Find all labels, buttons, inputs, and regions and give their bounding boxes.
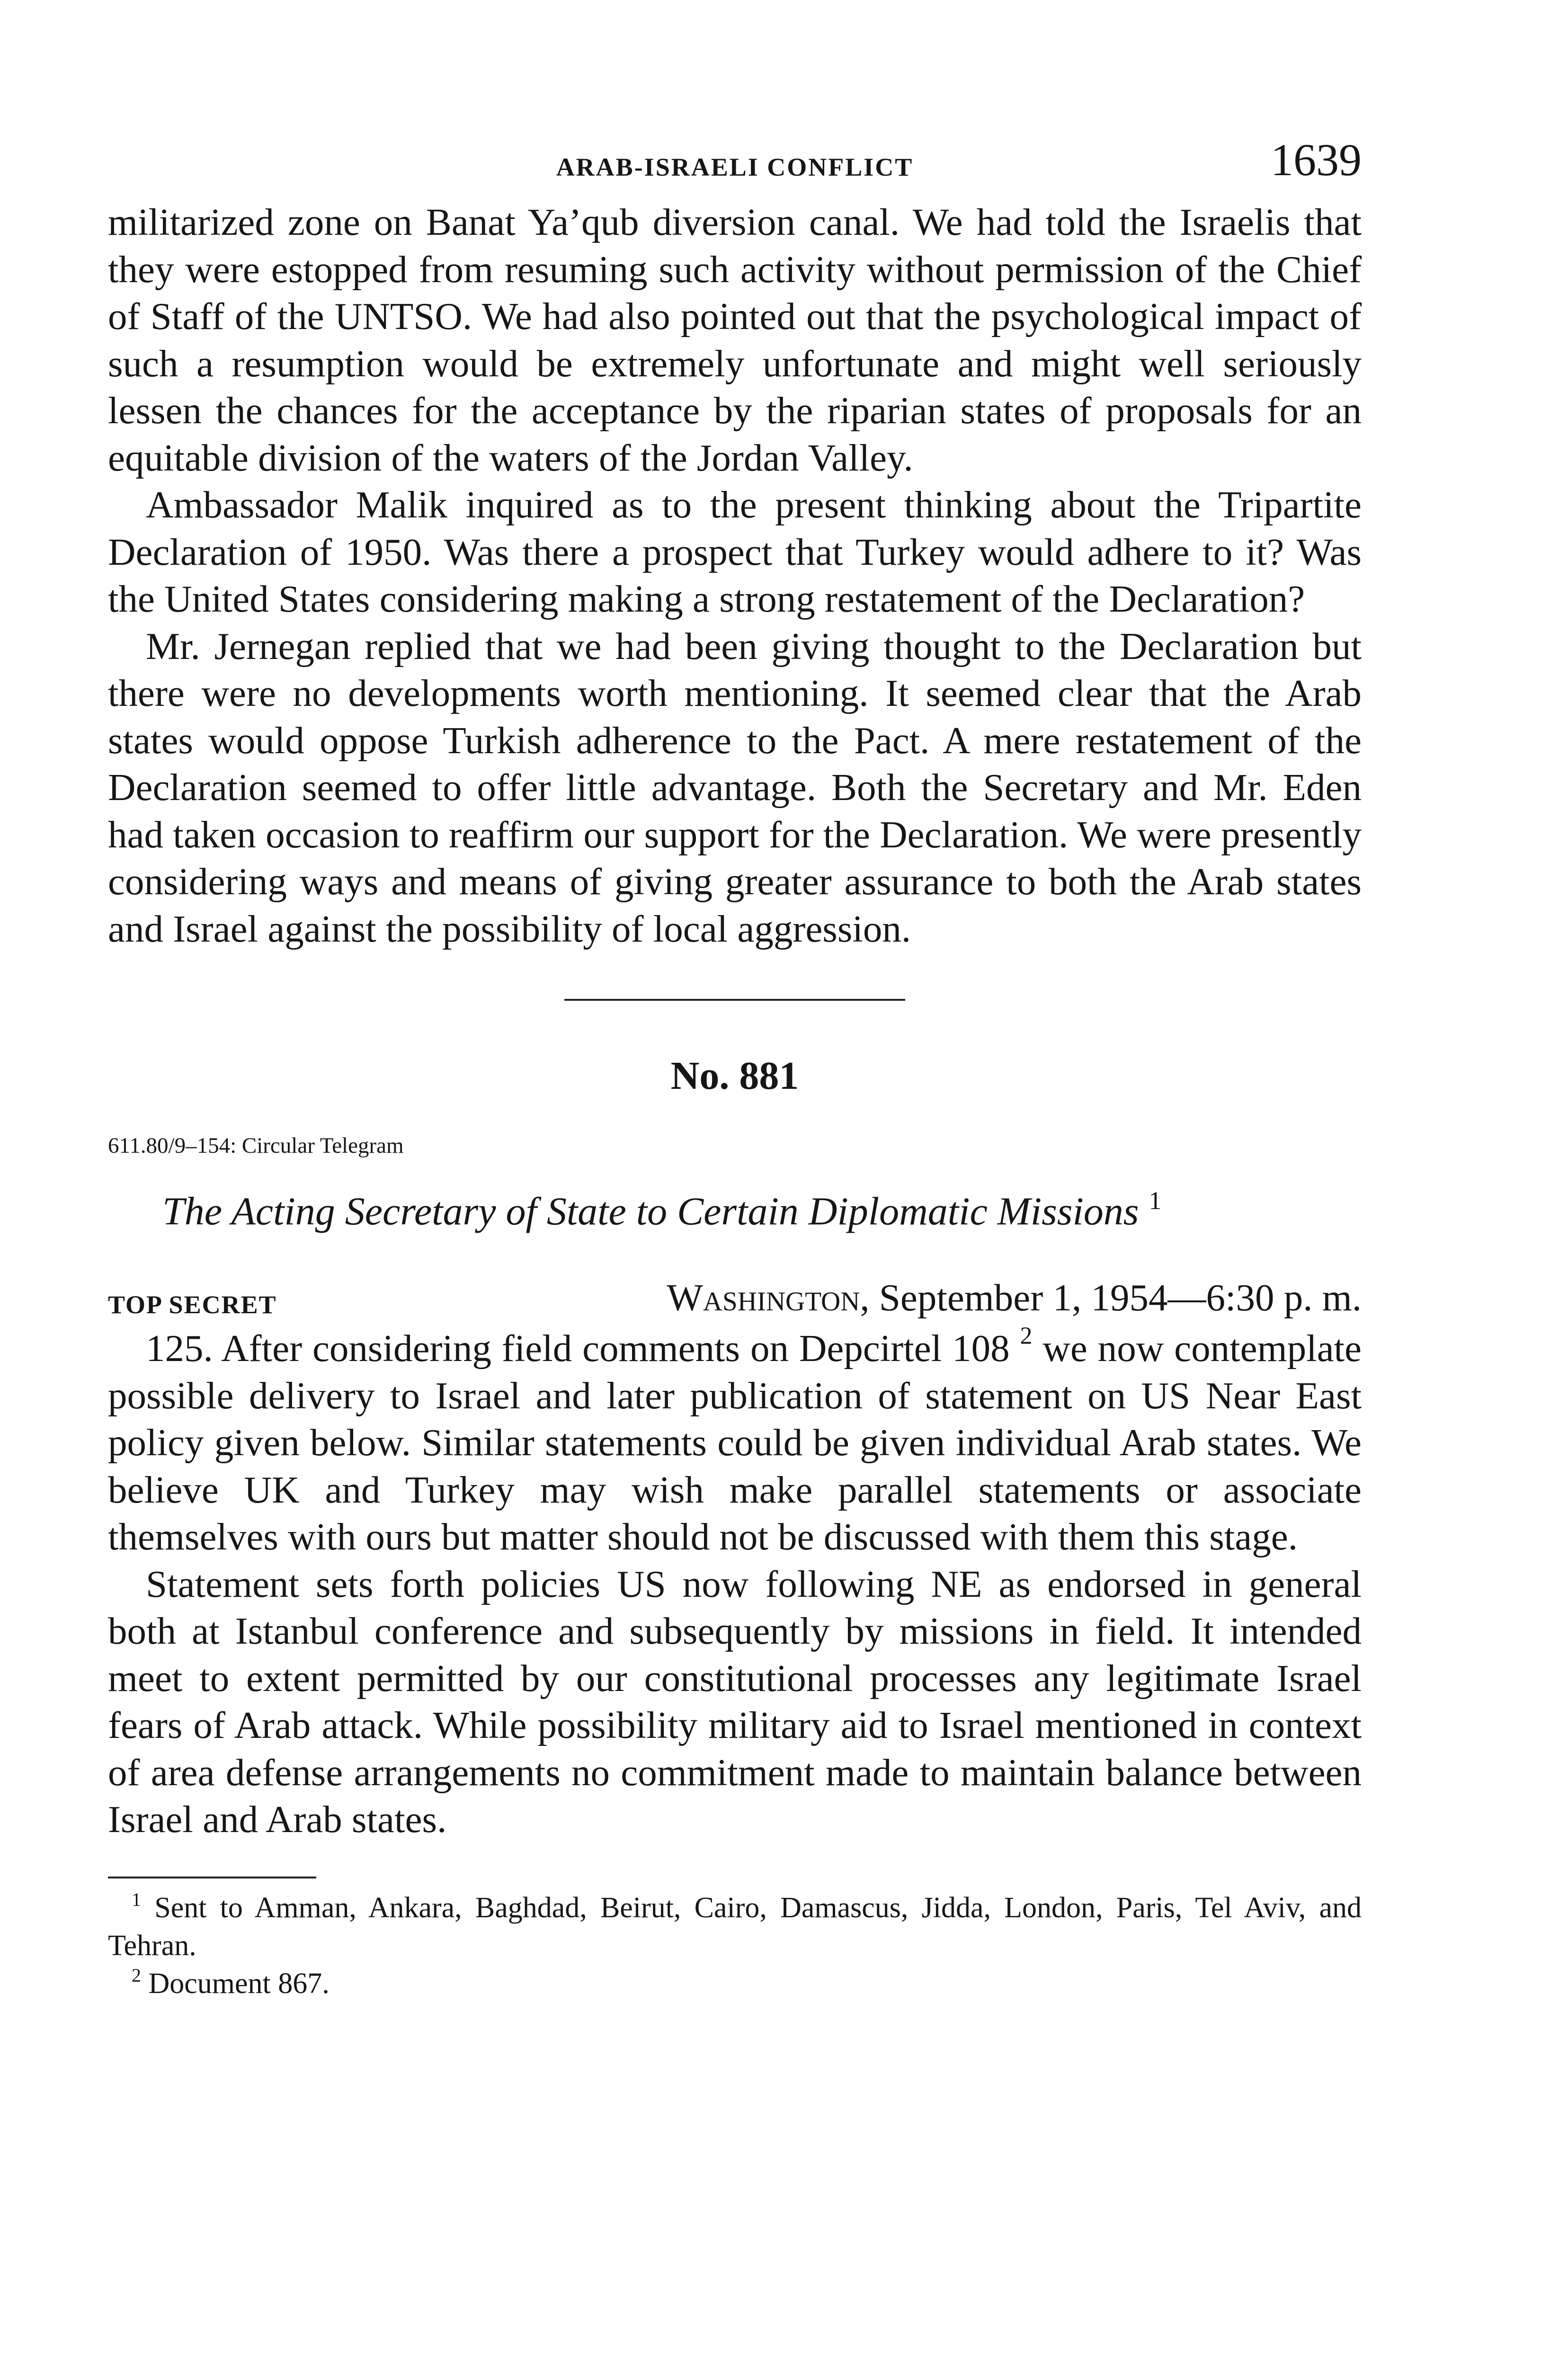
place-and-date	[667, 1276, 1362, 1320]
place: Washington,	[667, 1276, 870, 1319]
dateline	[108, 1276, 1362, 1325]
telegram-paragraph-rest: we now contemplate possible delivery to Israel and later publication of statement on US Near East policy given below. Similar statements could be given individual Arab states. We believe UK and Turkey may wish make parallel statements or associate themselves with ours but matter should not be discussed with them this stage.	[108, 1327, 1362, 1558]
telegram-paragraph-start: 125. After considering field comments on Depcirtel 108	[146, 1327, 1010, 1370]
footnote-ref: 1	[1149, 1186, 1162, 1215]
footnotes	[108, 1889, 1362, 2002]
section-divider	[564, 999, 905, 1001]
telegram-text	[108, 1325, 1362, 1843]
document-title	[108, 1186, 1362, 1234]
running-head	[108, 114, 1362, 199]
running-head-title: ARAB-ISRAELI CONFLICT	[556, 153, 914, 181]
footnote-marker: 2	[132, 1964, 141, 1986]
footnote-divider	[108, 1877, 316, 1878]
document-number: No. 881	[670, 1054, 799, 1098]
continued-memorandum-text	[108, 199, 1362, 952]
footnote-text: Sent to Amman, Ankara, Baghdad, Beirut, Cairo, Damascus, Jidda, London, Paris, Tel Aviv, and Tehran.	[108, 1891, 1362, 1962]
document-title-text: The Acting Secretary of State to Certain Diplomatic Missions	[162, 1189, 1139, 1234]
telegram-paragraph	[108, 1325, 1362, 1561]
body-paragraph: militarized zone on Banat Ya’qub diversion canal. We had told the Israelis that they were estopped from resuming such activity without permission of the Chief of Staff of the UNTSO. We had also pointed out that the psychological impact of such a resumption would be extremely unfortunate and might well seriously lessen the chances for the acceptance by the riparian states of proposals for an equitable division of the waters of the Jordan Valley.	[108, 201, 1362, 479]
file-reference: 611.80/9–154: Circular Telegram	[108, 1133, 404, 1158]
footnote-ref: 2	[1020, 1323, 1033, 1350]
footnote	[108, 1965, 1362, 2002]
page-number: 1639	[1271, 134, 1362, 185]
date-time: September 1, 1954—6:30 p. m.	[879, 1276, 1362, 1319]
body-paragraph: Ambassador Malik inquired as to the present thinking about the Tripartite Declaration of 1950. Was there a prospect that Turkey would adhere to it? Was the United States considering making a strong restatement of the Declaration?	[108, 483, 1362, 620]
classification-label: TOP SECRET	[108, 1290, 277, 1319]
body-paragraph: Mr. Jernegan replied that we had been giving thought to the Declaration but there were no developments worth mentioning. It seemed clear that the Arab states would oppose Turkish adherence to the Pact. A mere restatement of the Declaration seemed to offer little advantage. Both the Secretary and Mr. Eden had taken occasion to reaffirm our support for the Declaration. We were presently considering ways and means of giving greater assurance to both the Arab states and Israel against the possibility of local aggression.	[108, 624, 1362, 950]
footnote	[108, 1889, 1362, 1965]
footnote-text: Document 867.	[148, 1967, 330, 2000]
book-page	[108, 114, 1362, 2002]
footnote-marker: 1	[132, 1888, 141, 1910]
telegram-paragraph: Statement sets forth policies US now following NE as endorsed in general both at Istanbul conference and subsequently by missions in field. It intended meet to extent permitted by our constitutional processes any legitimate Israel fears of Arab attack. While possibility military aid to Israel mentioned in context of area defense arrangements no commitment made to maintain balance between Israel and Arab states.	[108, 1562, 1362, 1841]
